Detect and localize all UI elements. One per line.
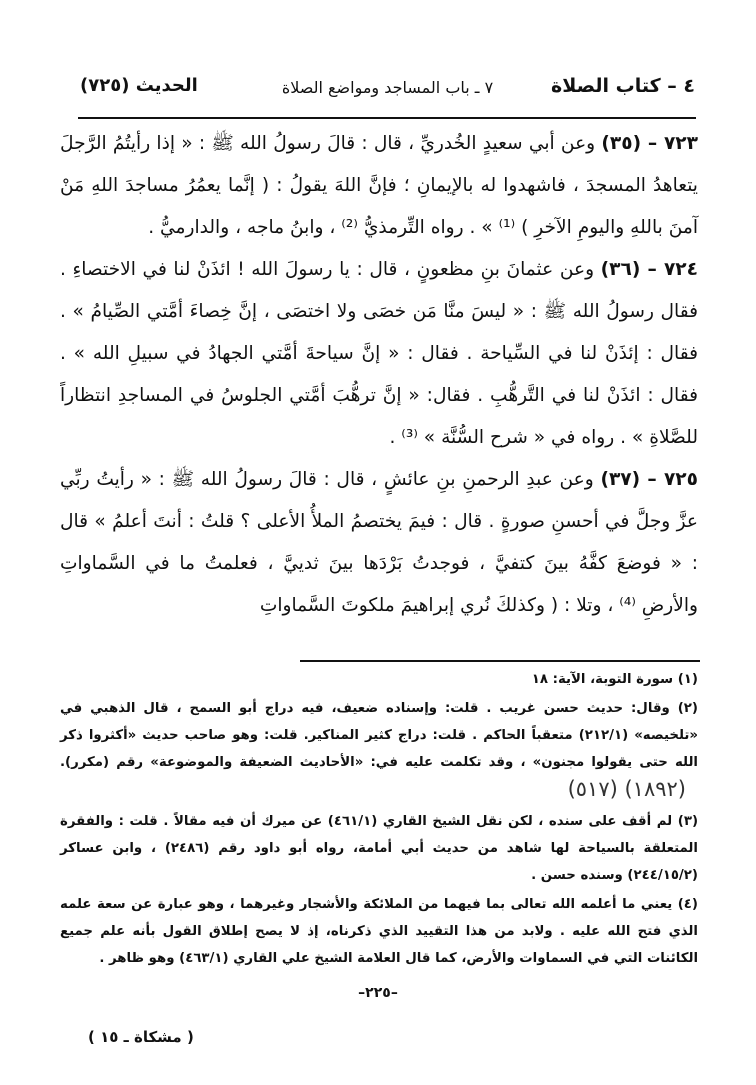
hadith-text: وعن عبدِ الرحمنِ بنِ عائشٍ ، قال : قالَ رسولُ الله ﷺ : « رأيتُ ربِّي عزَّ وجلَّ في أحسنِ صورةٍ . قال : فيمَ يختصمُ الملأُ الأعلى ؟ قلتُ : أنتَ أعلمُ » قال : « فوضعَ كفَّهُ بينَ كتفيَّ ، فوجدتُ بَرْدَها بينَ ثدييَّ ، فعلمتُ ما في السَّماواتِ والأرضِ ⁽⁴⁾ ، وتلا : xyxy=(60,469,698,616)
hadith-723 xyxy=(60,123,698,249)
quran-quote: ( إنَّما يعمُرُ مساجدَ اللهِ مَنْ آمنَ باللهِ واليومِ الآخرِ ) xyxy=(60,175,698,238)
hadith-number: ٧٢٤ – (٣٦) xyxy=(600,259,698,280)
page-number: –٢٢٥– xyxy=(358,985,398,1001)
running-header xyxy=(80,75,695,111)
printer-signature: ( مشكاة ـ ١٥ ) xyxy=(88,1028,194,1046)
footnote-4: (٤) يعني ما أعلمه الله تعالى بما فيهما من الملائكة والأشجار وغيرهما ، وهو عبارة عن سعة علمه الذي فتح الله عليه . ولابد من هذا التقييد الذي ذكرناه، إذ لا يصح إطلاق القول بأنه علم جميع الكائنات التي في السماوات والأرض، كما قال العلامة الشيخ علي القاري (٤٦٣/١) وهو ظاهر . xyxy=(60,897,698,966)
footnote-2-text: (٢) وقال: حديث حسن غريب . قلت: وإسناده ضعيف، فيه دراج أبو السمح ، قال الذهبي في «تلخيصه» (٢١٢/١) متعقباً الحاكم . قلت: دراج كثير المناكير. قلت: وهو صاحب حديث «أكثروا ذكر الله حتى يقولوا مجنون» ، وقد تكلمت عليه في: «الأحاديث الضعيفة والموضوعة» رقم (مكرر). xyxy=(60,701,698,770)
hadith-text: وعن أبي سعيدٍ الخُدريِّ ، قال : قالَ رسولُ الله ﷺ : « إذا رأيتُمُ الرَّجلَ يتعاهدُ المسجدَ ، فاشهدوا له بالإيمانِ ؛ فإنَّ اللهَ يقولُ : xyxy=(60,133,698,196)
chapter-title: ٤ – كتاب الصلاة xyxy=(551,75,695,97)
handwritten-note: (١٨٩٢) (٥١٧) xyxy=(567,777,686,801)
hadith-725 xyxy=(60,459,698,627)
hadith-text: وعن عثمانَ بنِ مظعونٍ ، قال : يا رسولَ الله ! ائذَنْ لنا في الاختصاءِ . فقال رسولُ الله ﷺ : « ليسَ منَّا مَن خصَى ولا اختصَى ، إنَّ خِصاءَ أمَّتي الصِّيامُ » . فقال : إئذَنْ لنا في السِّياحة . فقال : « إنَّ سياحةَ أمَّتي الجهادُ في سبيلِ الله » . فقال : ائذَنْ لنا في التَّرهُّبِ . فقال: « إنَّ ترهُّبَ أمَّتي الجلوسُ في المساجدِ انتظاراً للصَّلاةِ » . رواه في « شرح السُّنَّة » ⁽³⁾ . xyxy=(60,259,698,448)
hadith-source: ⁽¹⁾ » . رواه التِّرمذيُّ ⁽²⁾ ، وابنُ ماجه ، والدارميُّ . xyxy=(148,217,516,238)
section-title: ٧ ـ باب المساجد ومواضع الصلاة xyxy=(281,78,494,97)
header-divider xyxy=(78,117,696,119)
footnote-2 xyxy=(60,695,698,806)
footnote-3: (٣) لم أقف على سنده ، لكن نقل الشيخ القاري (٤٦١/١) عن ميرك أن فيه مقالاً . قلت : والفقرة المتعلقة بالسياحة لها شاهد من حديث أبي أمامة، رواه أبو داود رقم (٢٤٨٦) ، وابن عساكر (٢٤٤/١٥/٢) وسنده حسن . xyxy=(60,814,699,883)
hadith-range: الحديث (٧٢٥) xyxy=(80,75,198,96)
footnote-1: (١) سورة التوبة، الآية: ١٨ xyxy=(531,672,698,687)
hadith-number: ٧٢٥ – (٣٧) xyxy=(600,469,698,490)
hadith-number: ٧٢٣ – (٣٥) xyxy=(601,133,698,154)
main-text xyxy=(60,123,698,627)
footnote-divider xyxy=(300,660,700,662)
footnotes xyxy=(60,666,698,974)
quran-quote: ( وكذلكَ نُري إبراهيمَ ملكوتَ السَّماواتِ xyxy=(259,595,559,616)
hadith-724 xyxy=(60,249,698,459)
